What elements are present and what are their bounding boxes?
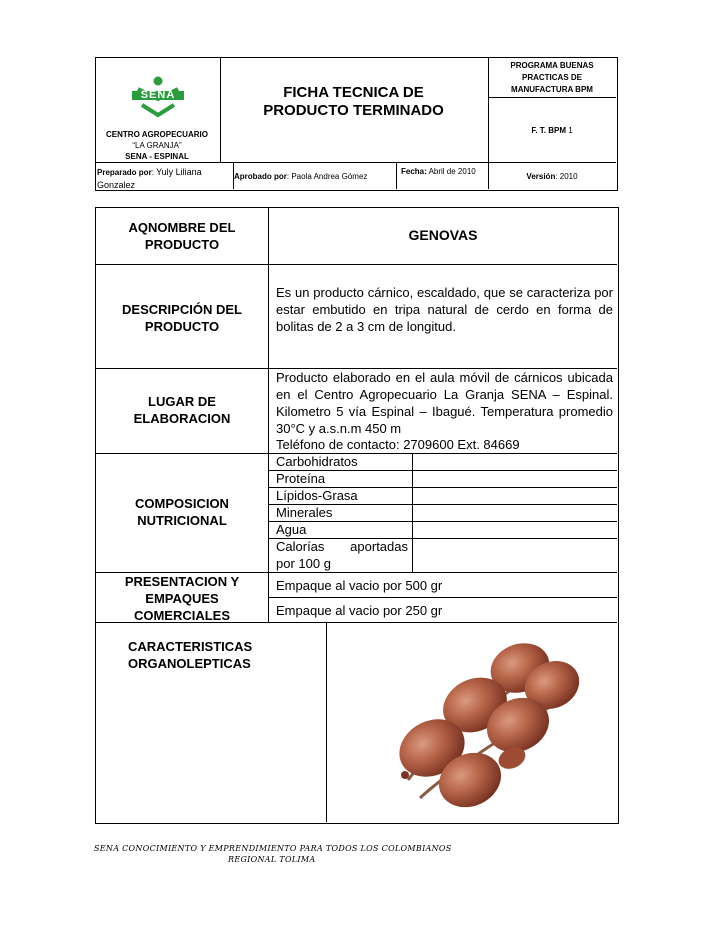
nutrition-item: Lípidos-Grasa <box>276 488 358 503</box>
product-name-value: GENOVAS <box>408 227 478 243</box>
version-label: Versión <box>526 172 556 181</box>
packaging-item: Empaque al vacio por 250 gr <box>276 603 443 618</box>
date <box>401 166 485 178</box>
center-sub: “LA GRANJA” <box>132 141 182 150</box>
doc-code <box>488 126 616 135</box>
center-city: SENA - ESPINAL <box>125 152 189 161</box>
place-phone: Teléfono de contacto: 2709600 Ext. 84669 <box>276 437 520 452</box>
nutrition-item: Agua <box>276 522 307 537</box>
date-value: Abril de 2010 <box>428 167 476 176</box>
description-label <box>96 301 268 335</box>
approved-by <box>234 172 394 181</box>
packaging-label-line2: EMPAQUES <box>145 591 219 606</box>
doc-code-value: 1 <box>568 126 573 135</box>
description-label-line1: DESCRIPCIÓN DEL <box>122 302 242 317</box>
version-colon: : <box>555 172 560 181</box>
nutrition-item: Minerales <box>276 505 333 520</box>
product-name-label-line1: AQNOMBRE DEL <box>128 220 236 235</box>
place-label-line1: LUGAR DE <box>148 394 216 409</box>
footer-region: REGIONAL TOLIMA <box>228 855 316 864</box>
packaging-label-line1: PRESENTACION Y <box>124 574 240 589</box>
packaging-item: Empaque al vacio por 500 gr <box>276 578 443 593</box>
organoleptic-label-line1: CARACTERISTICAS <box>128 639 253 654</box>
place-label-line2: ELABORACION <box>133 411 231 426</box>
nutrition-item: Proteína <box>276 471 326 486</box>
nutrition-label <box>96 495 268 529</box>
organoleptic-label-line2: ORGANOLEPTICAS <box>128 656 251 671</box>
version <box>488 172 616 181</box>
packaging-label-line3: COMERCIALES <box>133 608 231 623</box>
approved-colon: : <box>286 172 292 181</box>
footer-slogan: SENA CONOCIMIENTO Y EMPRENDIMIENTO PARA TODOS LOS COLOMBIANOS <box>94 844 452 853</box>
prepared-label: Preparado por <box>97 168 152 177</box>
nutrition-label-line2: NUTRICIONAL <box>137 513 227 528</box>
approved-label: Aprobado por <box>234 172 287 181</box>
place-label <box>96 393 268 427</box>
prepared-by <box>97 166 225 192</box>
program-line3: MANUFACTURA BPM <box>511 85 593 94</box>
product-name-label <box>96 219 268 253</box>
description-label-line2: PRODUCTO <box>144 319 220 334</box>
genovas-product-photo <box>390 630 590 820</box>
center-name: CENTRO AGROPECUARIO <box>106 130 208 139</box>
product-name-label-line2: PRODUCTO <box>144 237 220 252</box>
program-line2: PRACTICAS DE <box>521 73 582 82</box>
doc-title-line2: PRODUCTO TERMINADO <box>263 102 444 119</box>
description-value: Es un producto cárnico, escaldado, que se caracteriza por estar embutido en tripa natural de cerdo en forma de bolitas de 2 a 3 cm de longitud. <box>276 285 613 334</box>
organoleptic-label <box>128 638 298 672</box>
prepared-colon: : <box>151 168 157 177</box>
nutrition-item: Calorías aportadas por 100 g <box>276 539 408 571</box>
sena-logo-text: SENA <box>140 89 176 101</box>
prepared-value: Yuly Liliana Gonzalez <box>97 167 202 190</box>
nutrition-label-line1: COMPOSICION <box>135 496 229 511</box>
packaging-label <box>96 573 268 624</box>
date-label: Fecha: <box>401 167 427 176</box>
nutrition-item: Carbohidratos <box>276 454 358 469</box>
version-value: 2010 <box>559 172 578 181</box>
doc-code-label: F. T. BPM <box>531 126 566 135</box>
doc-title-line1: FICHA TECNICA DE <box>283 84 424 101</box>
approved-value: Paola Andrea Gómez <box>291 172 368 181</box>
place-value: Producto elaborado en el aula móvil de cárnicos ubicada en el Centro Agropecuario La Granja SENA – Espinal. Kilometro 5 vía Espinal – Ibagué. Temperatura promedio 30°C y a.s.n.m 450 m <box>276 370 613 436</box>
program-line1: PROGRAMA BUENAS <box>510 61 594 70</box>
